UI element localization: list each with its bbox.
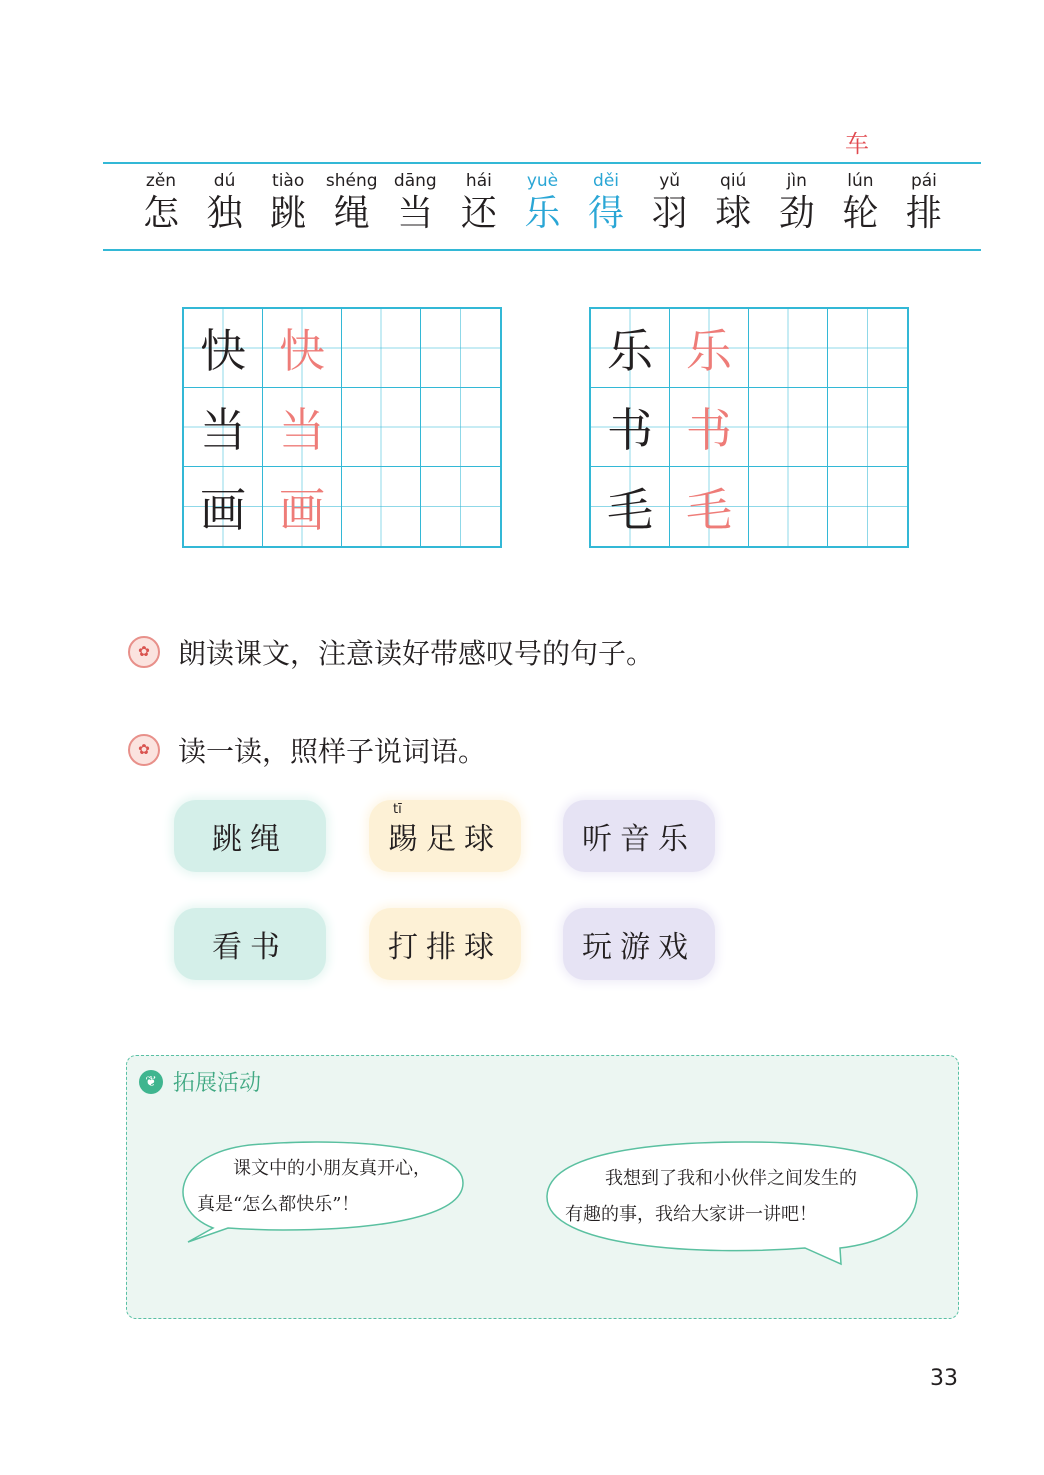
vocab-char: 独 — [206, 193, 243, 234]
trace-char: 乐 — [670, 309, 749, 388]
trace-char: 书 — [670, 388, 749, 467]
practice-cell[interactable] — [828, 467, 907, 546]
trace-char: 当 — [263, 388, 342, 467]
speech-bubble-right — [545, 1138, 925, 1268]
vocab-item — [130, 170, 192, 236]
trace-char: 快 — [263, 309, 342, 388]
word-card-text: 听音乐 — [582, 822, 696, 857]
exercise-text: 读一读，照样子说词语。 — [178, 735, 487, 768]
exercise-read-words — [128, 730, 486, 770]
vocab-char: 得 — [588, 193, 625, 234]
vocab-pinyin: zěn — [145, 171, 177, 191]
vocab-item-polyphone — [511, 170, 573, 236]
vocab-char: 劲 — [778, 193, 815, 234]
practice-cell[interactable] — [749, 467, 828, 546]
practice-cell[interactable] — [421, 467, 500, 546]
bubble-line: 课文中的小朋友真开心， — [233, 1158, 431, 1179]
vocab-pinyin: jìn — [786, 171, 807, 191]
page-number: 33 — [930, 1366, 958, 1391]
practice-cell[interactable] — [421, 309, 500, 388]
model-char: 快 — [184, 309, 263, 388]
vocab-item — [321, 170, 383, 236]
vocab-bottom-line — [103, 249, 981, 251]
vocab-item — [829, 170, 891, 236]
exercise-seal-icon: ✿ — [128, 636, 160, 668]
model-char: 画 — [184, 467, 263, 546]
vocab-item — [639, 170, 701, 236]
vocab-item — [257, 170, 319, 236]
practice-cell[interactable] — [342, 388, 421, 467]
vocab-char: 跳 — [270, 193, 307, 234]
vocab-top-line — [103, 162, 981, 164]
vocab-char: 球 — [715, 193, 752, 234]
word-card-text: 玩游戏 — [582, 930, 696, 965]
exercise-text: 朗读课文，注意读好带感叹号的句子。 — [178, 637, 655, 670]
vocab-char: 绳 — [333, 193, 370, 234]
extension-activity-box — [126, 1055, 959, 1319]
practice-cell[interactable] — [749, 309, 828, 388]
vocab-char: 乐 — [524, 193, 561, 234]
writing-grid-left — [182, 307, 502, 548]
word-card-tiaosheng — [174, 800, 326, 872]
word-card-kanshu — [174, 908, 326, 980]
trace-char: 画 — [263, 467, 342, 546]
word-card-dapaiqiu — [369, 908, 521, 980]
vocab-item — [384, 170, 446, 236]
vocab-item — [702, 170, 764, 236]
leaf-icon: ❦ — [139, 1070, 163, 1094]
vocab-char: 还 — [460, 193, 497, 234]
model-char: 乐 — [591, 309, 670, 388]
vocabulary-row — [130, 170, 955, 236]
word-card-tizuqiu — [369, 800, 521, 872]
vocab-pinyin: lún — [847, 171, 874, 191]
vocab-pinyin: shéng — [325, 171, 378, 191]
word-card-text: 看书 — [212, 930, 288, 965]
word-card-pinyin: tī — [393, 802, 402, 817]
vocab-pinyin: hái — [465, 171, 492, 191]
word-card-text: 打排球 — [388, 930, 502, 965]
vocab-pinyin: děi — [593, 171, 620, 191]
bubble-line: 我想到了我和小伙伴之间发生的 — [605, 1168, 857, 1189]
writing-grid-right — [589, 307, 909, 548]
vocab-item — [893, 170, 955, 236]
vocab-char: 轮 — [842, 193, 879, 234]
radical-char: 车 — [845, 130, 869, 158]
vocab-pinyin: tiào — [272, 171, 305, 191]
vocab-pinyin: yǔ — [659, 171, 681, 191]
activity-title: 拓展活动 — [173, 1071, 262, 1096]
vocab-char: 排 — [905, 193, 942, 234]
vocab-pinyin: yuè — [526, 171, 559, 191]
practice-cell[interactable] — [749, 388, 828, 467]
practice-cell[interactable] — [421, 388, 500, 467]
word-card-wanyouxi — [563, 908, 715, 980]
model-char: 书 — [591, 388, 670, 467]
vocab-item — [194, 170, 256, 236]
practice-cell[interactable] — [828, 388, 907, 467]
vocab-char: 怎 — [142, 193, 179, 234]
vocab-item — [448, 170, 510, 236]
vocab-item-polyphone — [575, 170, 637, 236]
bubble-line: 真是“怎么都快乐”！ — [197, 1194, 360, 1215]
word-card-text: 跳绳 — [212, 822, 288, 857]
word-card-text: 踢足球 — [388, 822, 502, 857]
vocab-pinyin: qiú — [720, 171, 747, 191]
bubble-line: 有趣的事，我给大家讲一讲吧！ — [565, 1204, 817, 1225]
practice-cell[interactable] — [342, 309, 421, 388]
model-char: 当 — [184, 388, 263, 467]
practice-cell[interactable] — [828, 309, 907, 388]
vocab-pinyin: dú — [213, 171, 236, 191]
model-char: 毛 — [591, 467, 670, 546]
vocab-char: 羽 — [651, 193, 688, 234]
trace-char: 毛 — [670, 467, 749, 546]
practice-cell[interactable] — [342, 467, 421, 546]
vocab-pinyin: pái — [910, 171, 937, 191]
exercise-seal-icon: ✿ — [128, 734, 160, 766]
vocab-item — [766, 170, 828, 236]
vocab-pinyin: dāng — [393, 171, 437, 191]
activity-header — [139, 1066, 261, 1097]
speech-bubble-left — [173, 1138, 473, 1248]
word-card-tingyinyue — [563, 800, 715, 872]
exercise-read-aloud — [128, 632, 654, 672]
vocab-char: 当 — [397, 193, 434, 234]
